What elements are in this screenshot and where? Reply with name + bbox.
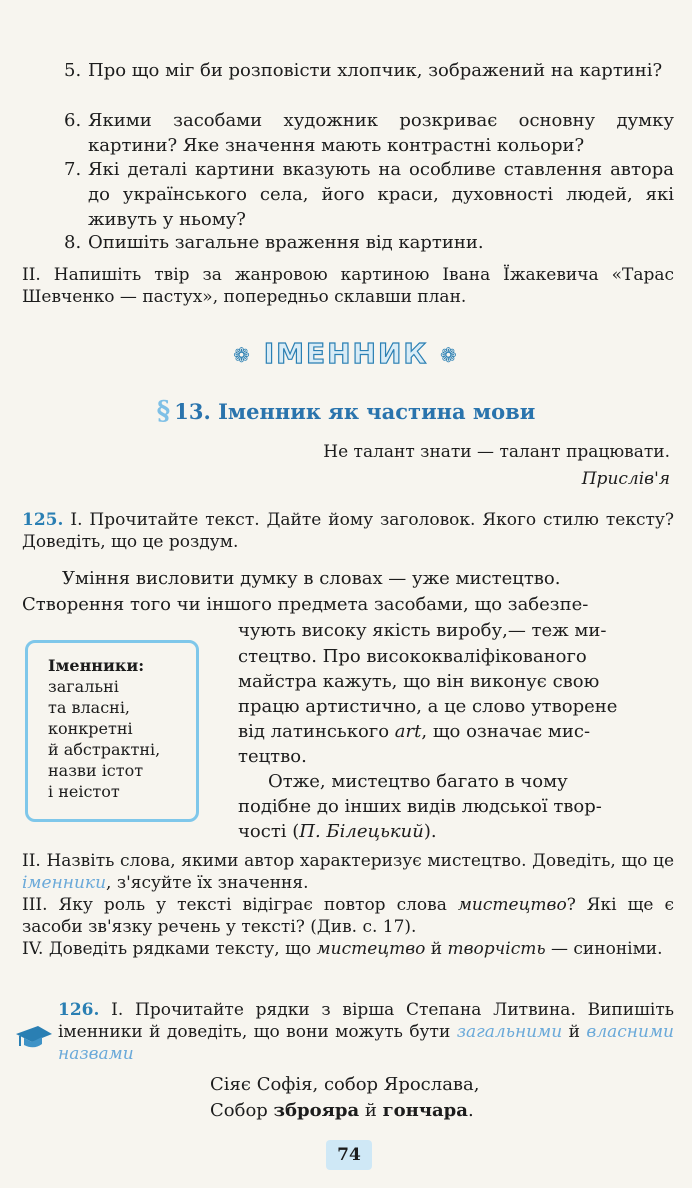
question-7: 7. Які деталі картини вказують на особливе ставлення автора до українського села, його краси, духовності людей, які живуть у ньому? [64, 159, 674, 230]
rule-box-line: й абстрактні, [48, 740, 161, 759]
epigraph-source: Прислів'я [581, 469, 670, 489]
task-ii-essay: ІІ. Напишіть твір за жанровою картиною Івана Їжакевича «Тарас Шевченко — пастух», попередньо склавши план. [22, 265, 674, 307]
exercise-126-instruction: 126. І. Прочитайте рядки з вірша Степана Литвина. Випишіть іменники й доведіть, що вони можуть бути загальними й власними назвами [58, 1000, 674, 1064]
poem-line-1: Сіяє Софія, собор Ярослава, [210, 1074, 480, 1095]
text-line: працю артистично, а це слово утворене [238, 696, 618, 717]
text-line: подібне до інших видів людської твор- [238, 796, 602, 817]
poem-line-2: Собор зброяра й гончара. [210, 1100, 474, 1121]
question-8: 8. Опишіть загальне враження від картини. [64, 232, 484, 253]
text-line: чості (П. Білецький). [238, 821, 437, 842]
flower-ornament-icon: ❁ [440, 343, 459, 367]
exercise-125-task-ii: ІІ. Назвіть слова, якими автор характеризує мистецтво. Доведіть, що це іменники, з'ясуйте їх значення. [22, 851, 674, 893]
epigraph-text: Не талант знати — талант працювати. [323, 442, 670, 462]
text-line: чують високу якість виробу,— теж ми- [238, 620, 607, 641]
rule-box-line: загальні [48, 677, 119, 696]
text-line: від латинського art, що означає мис- [238, 721, 591, 742]
text-line: Отже, мистецтво багато в чому [268, 771, 568, 792]
exercise-125-task-iv: IV. Доведіть рядками тексту, що мистецтво й творчість — синоніми. [22, 939, 663, 959]
text-line: майстра кажуть, що він виконує свою [238, 671, 600, 692]
exercise-125-instruction: 125. І. Прочитайте текст. Дайте йому заголовок. Якого стилю тексту? Доведіть, що це роздум. [22, 510, 674, 552]
page-number: 74 [326, 1140, 372, 1170]
question-6: 6. Якими засобами художник розкриває основну думку картини? Яке значення мають контрастні кольори? [64, 110, 674, 156]
text-line: Створення того чи іншого предмета засобами, що забезпе- [22, 594, 589, 615]
flower-ornament-icon: ❁ [233, 343, 252, 367]
rule-box-line: та власні, [48, 698, 131, 717]
question-5: 5. Про що міг би розповісти хлопчик, зображений на картині? [64, 60, 663, 81]
section-title: ❁ ІМЕННИК ❁ [233, 337, 459, 370]
text-line: стецтво. Про висококваліфікованого [238, 646, 587, 667]
graduation-cap-icon [14, 1024, 54, 1050]
rule-box-line: і неістот [48, 782, 120, 801]
rule-box-line: конкретні [48, 719, 133, 738]
paragraph-title: § 13. Іменник як частина мови [156, 396, 536, 426]
text-line: Уміння висловити думку в словах — уже мистецтво. [62, 568, 561, 589]
rule-box-title: Іменники: [48, 656, 145, 675]
exercise-125-task-iii: ІІІ. Яку роль у тексті відіграє повтор слова мистецтво? Які ще є засоби зв'язку речень у тексті? (Див. с. 17). [22, 895, 674, 937]
rule-box [25, 640, 199, 822]
text-line: тецтво. [238, 746, 307, 767]
rule-box-line: назви істот [48, 761, 144, 780]
